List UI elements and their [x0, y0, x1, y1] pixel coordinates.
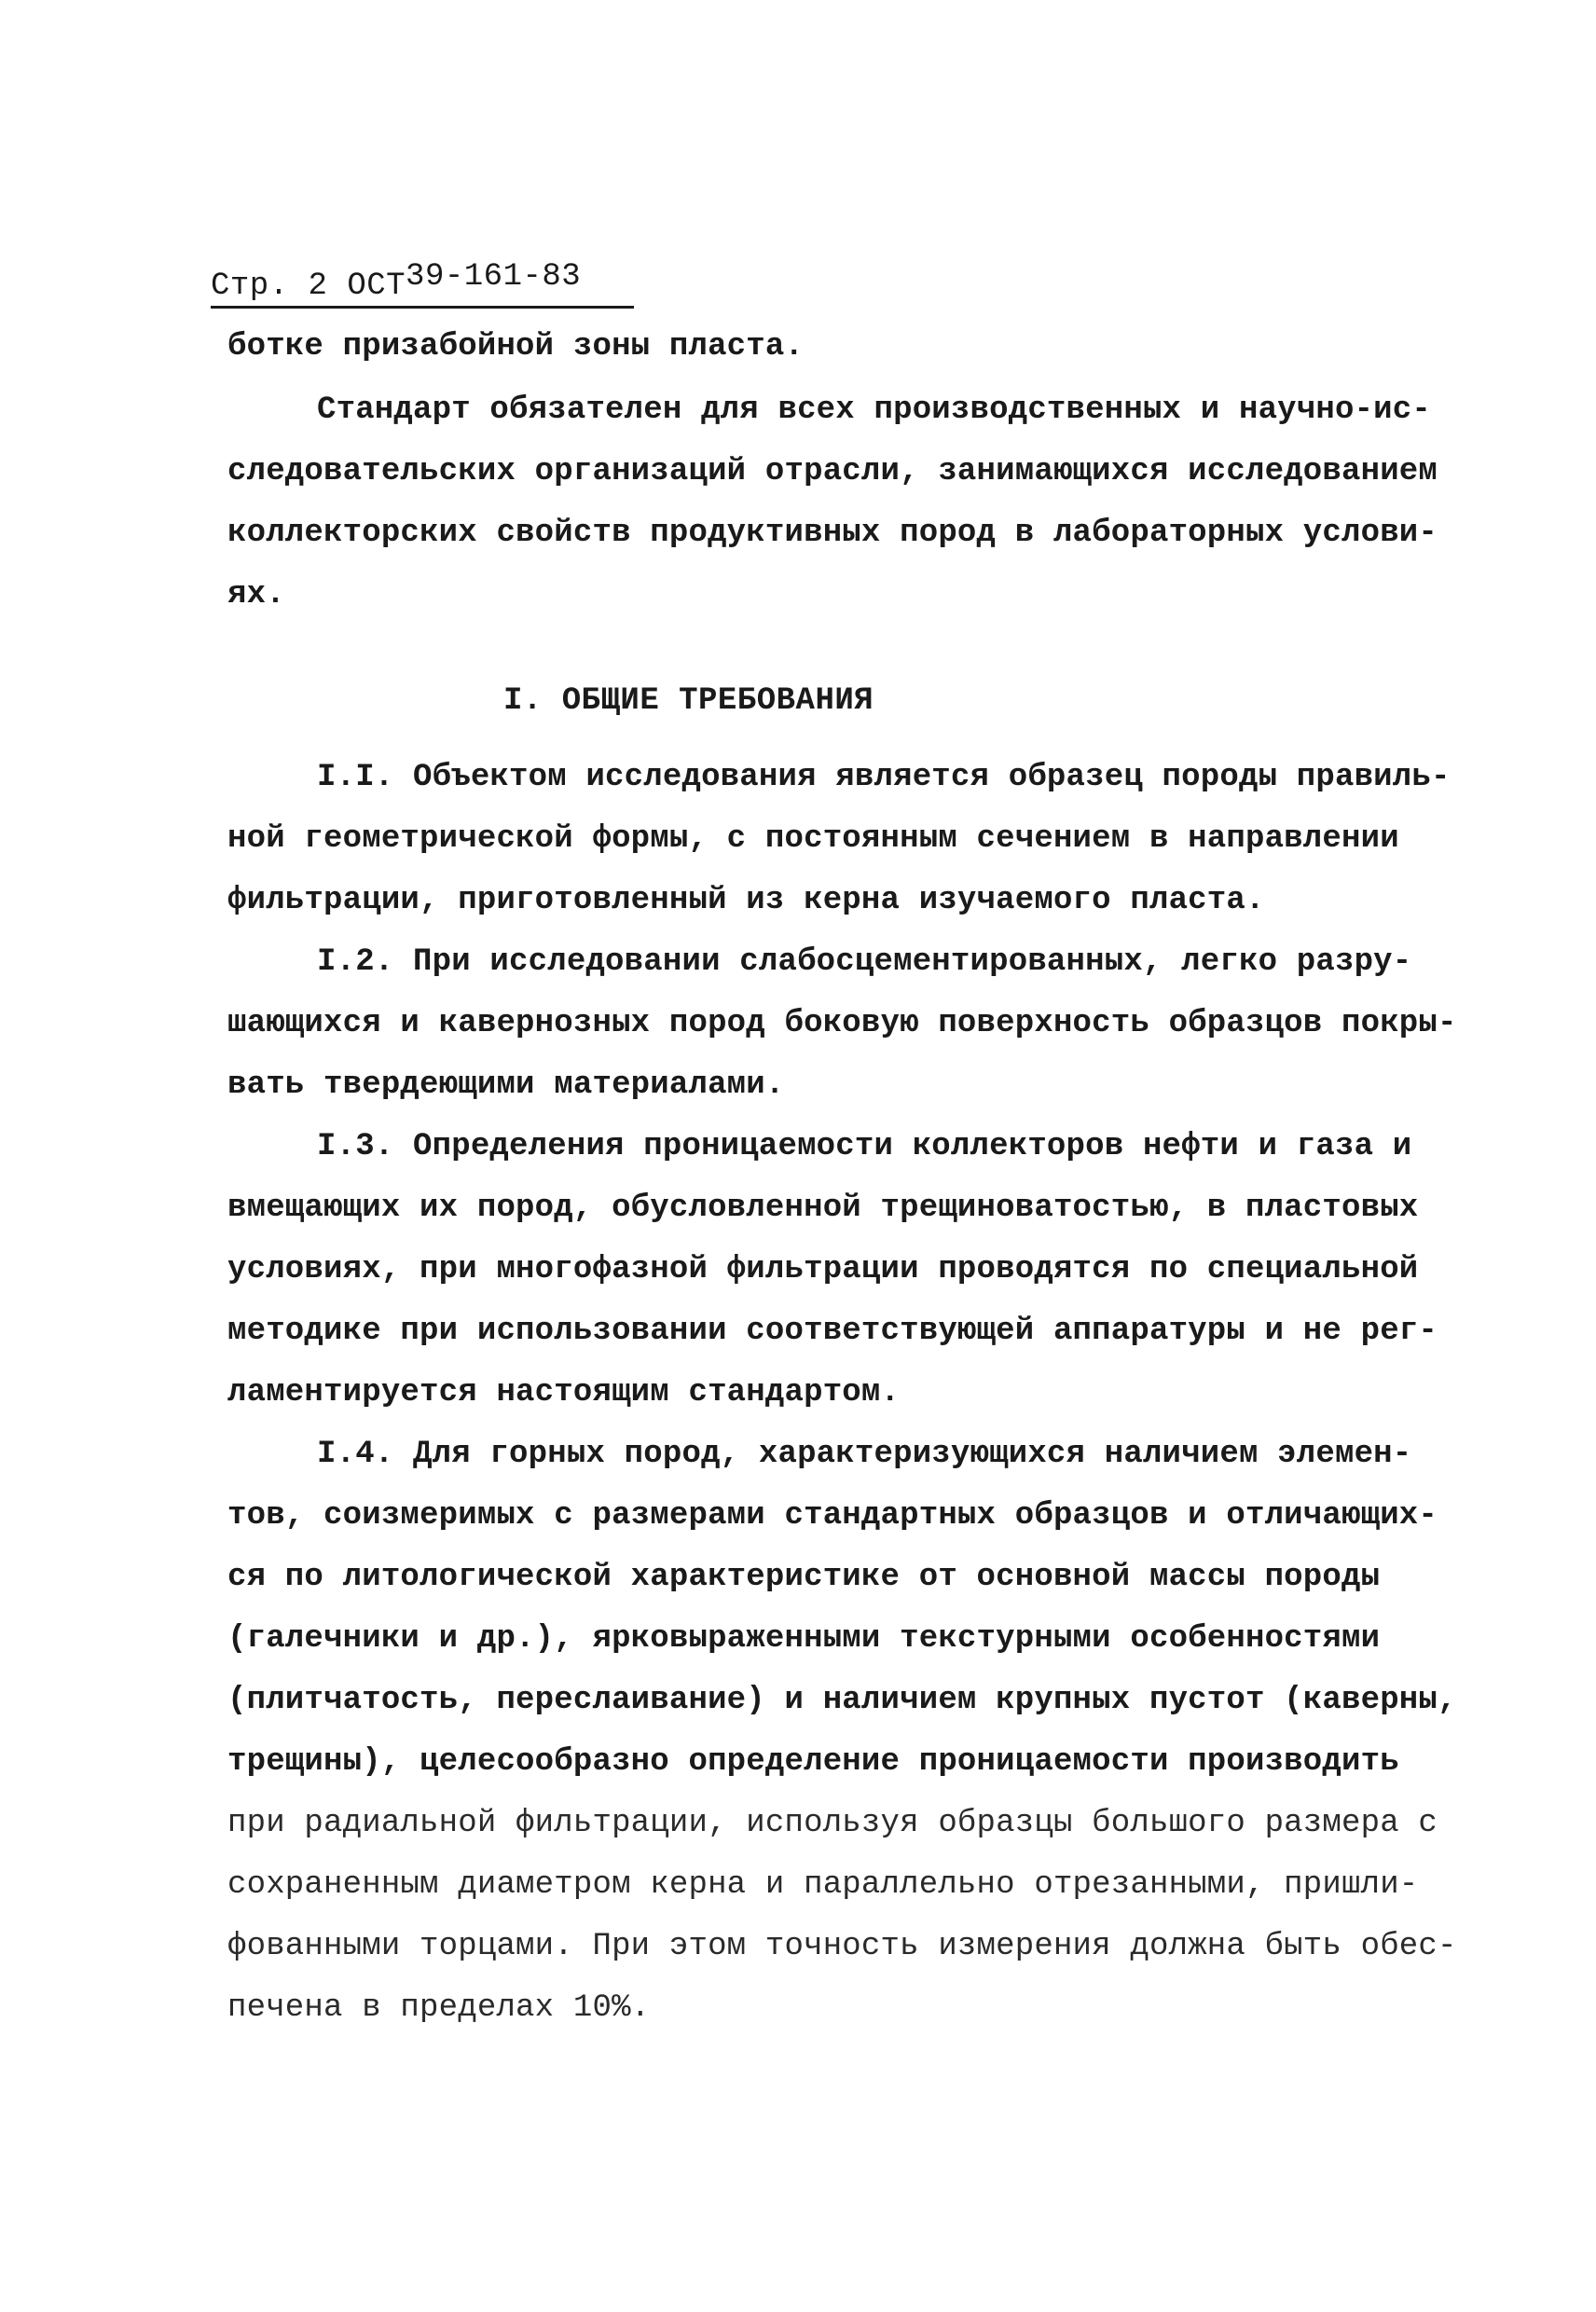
text-line: ях. — [227, 577, 285, 612]
text-line: фованными торцами. При этом точность измерения должна быть обес- — [227, 1929, 1457, 1964]
text-line: печена в пределах 10%. — [227, 1990, 651, 2026]
text-line: методике при использовании соответствующей аппаратуры и не рег- — [227, 1314, 1438, 1349]
text-line: I.3. Определения проницаемости коллекторов нефти и газа и — [317, 1129, 1412, 1164]
text-line: (галечники и др.), ярковыраженными текстурными особенностями — [227, 1621, 1381, 1657]
text-line: вмещающих их пород, обусловленной трещиноватостью, в пластовых — [227, 1190, 1419, 1226]
text-line: Стандарт обязателен для всех производственных и научно-ис- — [317, 392, 1431, 428]
standard-code: 39-161-83 — [406, 259, 582, 295]
text-line: ной геометрической формы, с постоянным сечением в направлении — [227, 821, 1399, 857]
text-line: фильтрации, приготовленный из керна изучаемого пласта. — [227, 883, 1265, 918]
section-title: I. ОБЩИЕ ТРЕБОВАНИЯ — [503, 683, 874, 719]
text-line: условиях, при многофазной фильтрации проводятся по специальной — [227, 1252, 1419, 1287]
text-line: I.I. Объектом исследования является образец породы правиль- — [317, 760, 1451, 795]
text-line: I.4. Для горных пород, характеризующихся наличием элемен- — [317, 1437, 1412, 1472]
text-line: шающихся и кавернозных пород боковую поверхность образцов покры- — [227, 1006, 1457, 1041]
text-line: следовательских организаций отрасли, занимающихся исследованием — [227, 454, 1438, 489]
text-line: ламентируется настоящим стандартом. — [227, 1375, 901, 1411]
page-header — [211, 259, 634, 309]
header-prefix: Стр. 2 ОСТ — [211, 268, 406, 304]
text-line: вать твердеющими материалами. — [227, 1067, 785, 1103]
text-line: (плитчатость, переслаивание) и наличием крупных пустот (каверны, — [227, 1683, 1457, 1718]
text-line: коллекторских свойств продуктивных пород в лабораторных услови- — [227, 516, 1438, 551]
text-line: ся по литологической характеристике от основной массы породы — [227, 1560, 1381, 1595]
text-line: при радиальной фильтрации, используя образцы большого размера с — [227, 1806, 1438, 1841]
text-line: I.2. При исследовании слабосцементированных, легко разру- — [317, 944, 1412, 980]
text-line: тов, соизмеримых с размерами стандартных образцов и отличающих- — [227, 1498, 1438, 1534]
text-line: ботке призабойной зоны пласта. — [227, 329, 805, 365]
text-line: сохраненным диаметром керна и параллельно отрезанными, пришли- — [227, 1867, 1419, 1903]
text-line: трещины), целесообразно определение проницаемости производить — [227, 1744, 1399, 1780]
